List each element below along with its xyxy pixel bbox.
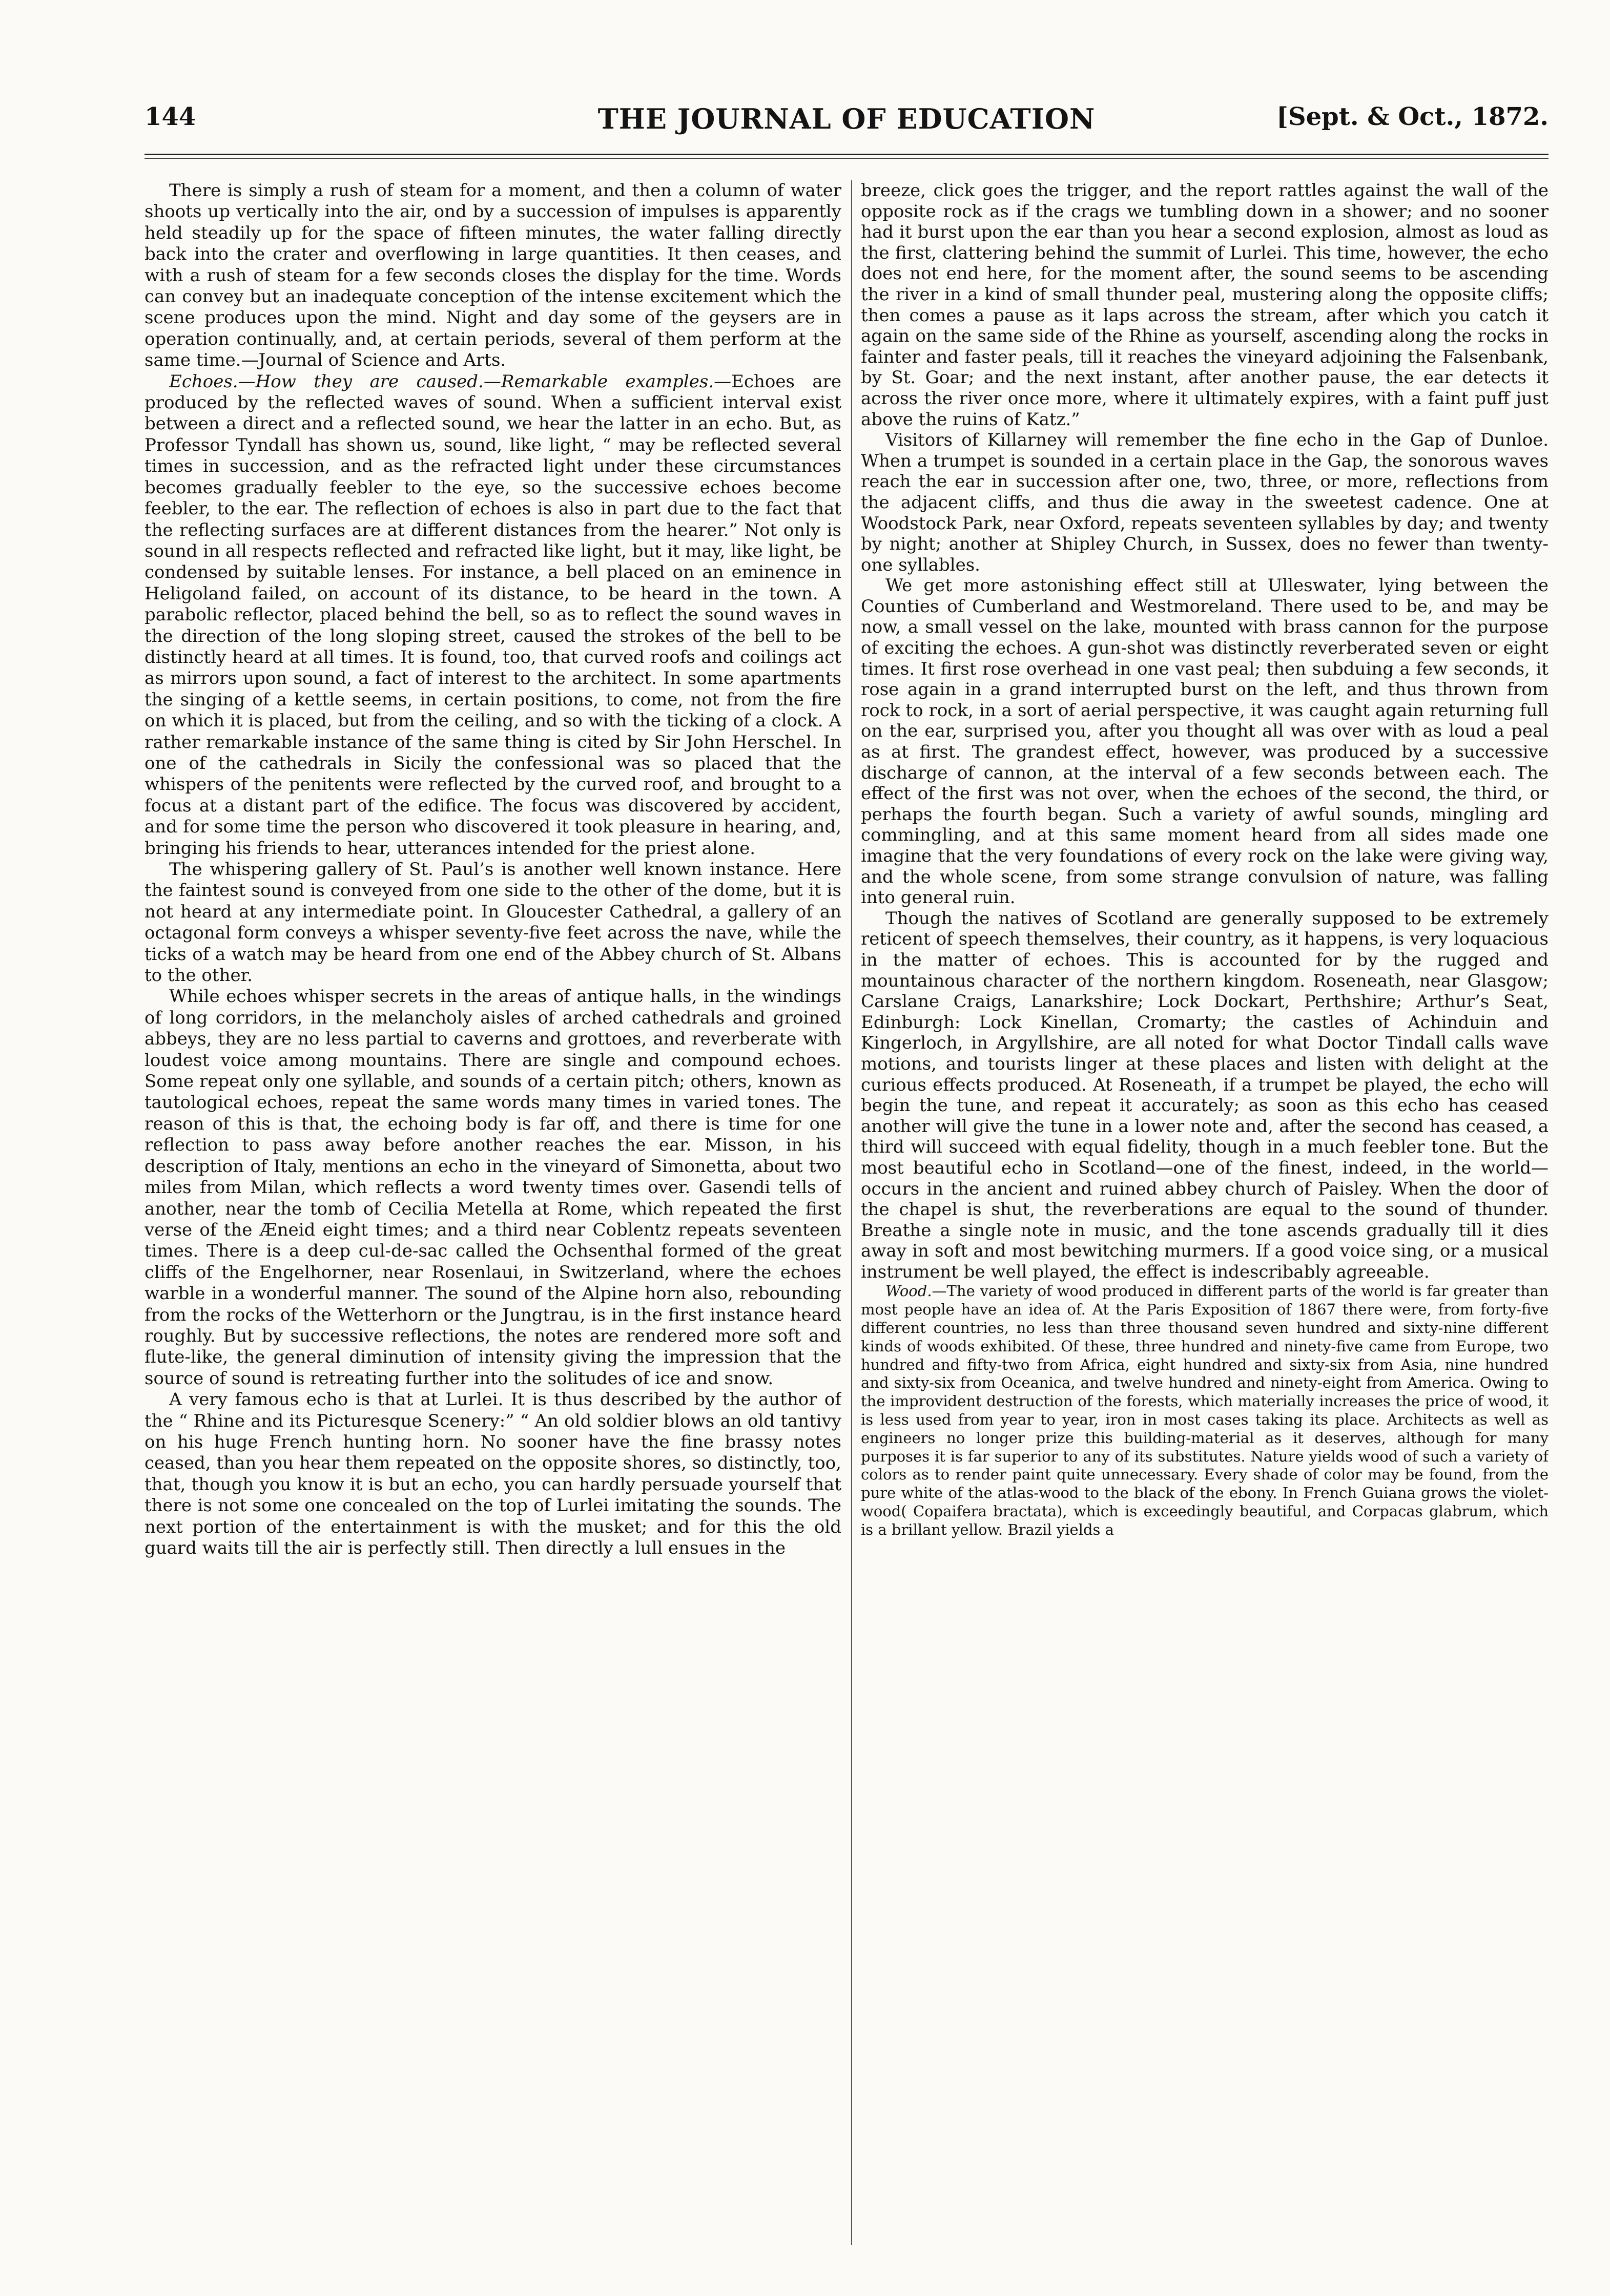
section-heading-echoes: Echoes.—How they are caused.—Remarkable examples.—	[169, 371, 732, 392]
paragraph-geysers: There is simply a rush of steam for a moment, and then a column of water shoots up vertically into the air, ond by a succession of impulses is apparently held steadily up for the space of fifteen minutes, the water falling directly back into the crater and overflowing in large quantities. It then ceases, and with a rush of steam for a few seconds closes the display for the time. Words can convey but an inadequate conception of the intense excitement which the scene produces upon the mind. Night and day some of the geysers are in operation continually, and, at certain periods, several of them perform at the same time.—Journal of Science and Arts.	[145, 180, 841, 371]
paragraph-whispering-gallery: The whispering gallery of St. Paul’s is another well known instance. Here the faintest sound is conveyed from one side to the other of the dome, but it is not heard at any intermediate point. In Gloucester Cathedral, a gallery of an octagonal form conveys a whisper seventy-five feet across the nave, while the ticks of a watch may be heard from one end of the Abbey church of St. Albans to the other.	[145, 859, 841, 986]
paragraph-lurlei: A very famous echo is that at Lurlei. It is thus described by the author of the “ Rhine and its Picturesque Scenery:” “ An old soldier blows an old tantivy on his huge French hunting horn. No sooner have the fine brassy notes ceased, than you hear them repeated on the opposite shores, so distinctly, too, that, though you know it is but an echo, you can hardly persuade yourself that there is not some one concealed on the top of Lurlei imitating the sounds. The next portion of the entertainment is with the musket; and for this the old guard waits till the air is perfectly still. Then directly a lull ensues in the	[145, 1389, 841, 1558]
running-header	[145, 102, 1549, 143]
right-column	[861, 180, 1549, 2250]
left-column	[145, 180, 841, 2250]
issue-date: [Sept. & Oct., 1872.	[1276, 102, 1549, 131]
column-divider	[851, 180, 852, 2245]
page-number: 144	[145, 102, 196, 131]
paragraph-wood-body: The variety of wood produced in different parts of the world is far greater than most people have an idea of. At the Paris Exposition of 1867 there were, from forty-five different countries, no less than three thousand seven hundred and sixty-nine different kinds of woods exhibited. Of these, three hundred and ninety-five came from Europe, two hundred and fifty-two from Africa, eight hundred and sixty-six from Asia, nine hundred and sixty-six from Oceanica, and twelve hundred and ninety-eight from America. Owing to the improvident destruction of the forests, which materially increases the price of wood, it is less used from year to year, iron in most cases taking its place. Architects as well as engineers no longer prize this building-material as it deserves, although for many purposes it is far superior to any of its substitutes. Nature yields wood of such a variety of colors as to render paint quite unnecessary. Every shade of color may be found, from the pure white of the atlas-wood to the black of the ebony. In French Guiana grows the violet-wood( Copaifera bractata), which is exceedingly beautiful, and Corpacas glabrum, which is a brillant yellow. Brazil yields a	[861, 1282, 1549, 1538]
header-rule	[145, 154, 1549, 159]
paragraph-mountain-echoes: While echoes whisper secrets in the areas of antique halls, in the windings of long corridors, in the melancholy aisles of arched cathedrals and groined abbeys, they are no less partial to caverns and grottoes, and reverberate with loudest voice among mountains. There are single and compound echoes. Some repeat only one syllable, and sounds of a certain pitch; others, known as tautological echoes, repeat the same words many times in varied tones. The reason of this is that, the echoing body is far off, and there is time for one reflection to pass away before another reaches the ear. Misson, in his description of Italy, mentions an echo in the vineyard of Simonetta, about two miles from Milan, which reflects a word twenty times over. Gasendi tells of another, near the tomb of Cecilia Metella at Rome, which repeated the first verse of the Æneid eight times; and a third near Coblentz repeats seventeen times. There is a deep cul-de-sac called the Ochsenthal formed of the great cliffs of the Engelhorner, near Rosenlaui, in Switzerland, where the echoes warble in a wonderful manner. The sound of the Alpine horn also, rebounding from the rocks of the Wetterhorn or the Jungtrau, is in the first instance heard roughly. But by successive reflections, the notes are rendered more soft and flute-like, the general diminution of intensity giving the impression that the source of sound is retreating further into the solitudes of ice and snow.	[145, 986, 841, 1389]
journal-title: THE JOURNAL OF EDUCATION	[597, 102, 1096, 135]
paragraph-wood	[861, 1282, 1549, 1539]
paragraph-lurlei-continued: breeze, click goes the trigger, and the report rattles against the wall of the opposite rock as if the crags we tumbling down in a shower; and no sooner had it burst upon the ear than you hear a second explosion, almost as loud as the first, clattering behind the summit of Lurlei. This time, however, the echo does not end here, for the moment after, the sound seems to be ascending the river in a kind of small thunder peal, mustering along the opposite cliffs; then comes a pause as it laps across the stream, after which you catch it again on the same side of the Rhine as yourself, ascending along the rocks in fainter and faster peals, till it reaches the vineyard adjoining the Falsenbank, by St. Goar; and the next instant, after another pause, the ear detects it across the river once more, where it ultimately expires, with a faint puff just above the ruins of Katz.”	[861, 180, 1549, 430]
paragraph-killarney: Visitors of Killarney will remember the fine echo in the Gap of Dunloe. When a trumpet is sounded in a certain place in the Gap, the sonorous waves reach the ear in succession after one, two, three, or more, reflections from the adjacent cliffs, and thus die away in the sweetest cadence. One at Woodstock Park, near Oxford, repeats seventeen syllables by day; and twenty by night; another at Shipley Church, in Sussex, does no fewer than twenty-one syllables.	[861, 430, 1549, 575]
section-heading-wood: Wood.—	[885, 1282, 947, 1300]
paragraph-scotland: Though the natives of Scotland are generally supposed to be extremely reticent of speech themselves, their country, as it happens, is very loquacious in the matter of echoes. This is accounted for by the rugged and mountainous character of the northern kingdom. Roseneath, near Glasgow; Carslane Craigs, Lanarkshire; Lock Dockart, Perthshire; Arthur’s Seat, Edinburgh: Lock Kinellan, Cromarty; the castles of Achinduin and Kingerloch, in Argyllshire, are all noted for what Doctor Tindall calls wave motions, and tourists linger at these places and listen with delight at the curious effects produced. At Roseneath, if a trumpet be played, the echo will begin the tune, and repeat it accurately; as soon as this echo has ceased another will give the tune in a lower note and, after the second has ceased, a third will succeed with equal fidelity, though in a much feebler tone. But the most beautiful echo in Scotland—one of the finest, indeed, in the world—occurs in the ancient and ruined abbey church of Paisley. When the door of the chapel is shut, the reverberations are equal to the sound of thunder. Breathe a single note in music, and the tone ascends gradually till it dies away in soft and most bewitching murmers. If a good voice sing, or a musical instrument be well played, the effect is indescribably agreeable.	[861, 908, 1549, 1282]
paragraph-ulleswater: We get more astonishing effect still at Ulleswater, lying between the Counties of Cumberland and Westmoreland. There used to be, and may be now, a small vessel on the lake, mounted with brass cannon for the purpose of exciting the echoes. A gun-shot was distinctly reverberated seven or eight times. It first rose overhead in one vast peal; then subduing a few seconds, it rose again in a grand interrupted burst on the left, and thus thrown from rock to rock, in a sort of aerial perspective, it was caught again returning full on the ear, surprised you, after you thought all was over with as loud a peal as at first. The grandest effect, however, was produced by a successive discharge of cannon, at the interval of a few seconds between each. The effect of the first was not over, when the echoes of the second, the third, or perhaps the fourth began. Such a variety of awful sounds, mingling ard commingling, and at this same moment heard from all sides made one imagine that the very foundations of every rock on the lake were giving way, and the whole scene, from some strange convulsion of nature, was falling into general ruin.	[861, 575, 1549, 908]
paragraph-echoes-intro	[145, 371, 841, 859]
paragraph-echoes-body: Echoes are produced by the reflected waves of sound. When a sufficient interval exist between a direct and a reflected sound, we hear the latter in an echo. But, as Professor Tyndall has shown us, sound, like light, “ may be reflected several times in succession, and as the refracted light under these circumstances becomes gradually feebler to the eye, so the successive echoes become feebler, to the ear. The reflection of echoes is also in part due to the fact that the reflecting surfaces are at different distances from the hearer.” Not only is sound in all respects reflected and refracted like light, but it may, like light, be condensed by suitable lenses. For instance, a bell placed on an eminence in Heligoland failed, on account of its distance, to be heard in the town. A parabolic reflector, placed behind the bell, so as to reflect the sound waves in the direction of the long sloping street, caused the strokes of the bell to be distinctly heard at all times. It is found, too, that curved roofs and coilings act as mirrors upon sound, a fact of interest to the architect. In some apartments the singing of a kettle seems, in certain positions, to come, not from the fire on which it is placed, but from the ceiling, and so with the ticking of a clock. A rather remarkable instance of the same thing is cited by Sir John Herschel. In one of the cathedrals in Sicily the confessional was so placed that the whispers of the penitents were reflected by the curved roof, and brought to a focus at a distant part of the edifice. The focus was discovered by accident, and for some time the person who discovered it took pleasure in hearing, and, bringing his friends to hear, utterances intended for the priest alone.	[145, 371, 841, 859]
